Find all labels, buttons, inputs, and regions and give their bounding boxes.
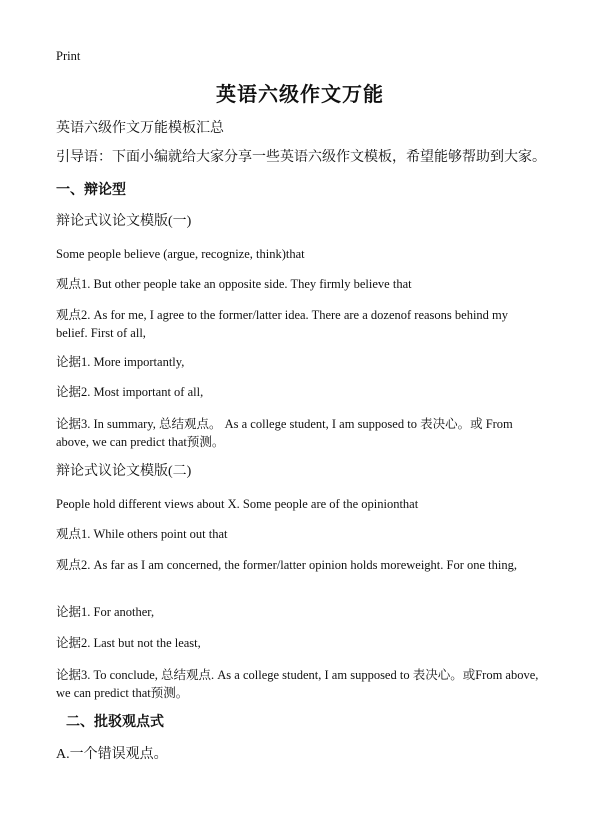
template1-line-1: Some people believe (argue, recognize, think)that <box>56 247 305 261</box>
template2-line-2: 观点1. While others point out that <box>56 527 228 541</box>
template2-line-1: People hold different views about X. Some people are of the opinionthat <box>56 497 419 511</box>
print-label: Print <box>56 49 81 63</box>
section-heading-refute: 二、批驳观点式 <box>66 715 164 730</box>
template-heading-1: 辩论式议论文模版(一) <box>56 214 192 229</box>
template2-line-4: 论据1. For another, <box>56 605 155 619</box>
template2-line-5: 论据2. Last but not the least, <box>56 636 201 650</box>
template-heading-2: 辩论式议论文模版(二) <box>56 464 192 479</box>
subtitle: 英语六级作文万能模板汇总 <box>56 121 224 136</box>
page-title: 英语六级作文万能 <box>216 84 384 106</box>
template2-line-6: 论据3. To conclude, 总结观点. As a college student, I am supposed to 表决心。或From above, we can predict that预测。 <box>56 668 539 700</box>
section-heading-debate: 一、辩论型 <box>56 183 126 198</box>
template1-line-4: 论据1. More importantly, <box>56 355 185 369</box>
template1-line-6: 论据3. In summary, 总结观点。 As a college student, I am supposed to 表决心。或 From above, we can predict that预测。 <box>56 417 513 449</box>
template1-line-5: 论据2. Most important of all, <box>56 385 204 399</box>
intro-paragraph: 引导语：下面小编就给大家分享一些英语六级作文模板，希望能够帮助到大家。 <box>56 150 546 165</box>
template1-line-3: 观点2. As for me, I agree to the former/latter idea. There are a dozenof reasons behind my belief. First of all, <box>56 308 509 340</box>
template1-line-2: 观点1. But other people take an opposite side. They firmly believe that <box>56 277 412 291</box>
template2-line-3: 观点2. As far as I am concerned, the former/latter opinion holds moreweight. For one thing, <box>56 558 517 572</box>
refute-item-a: A.一个错误观点。 <box>56 747 168 762</box>
